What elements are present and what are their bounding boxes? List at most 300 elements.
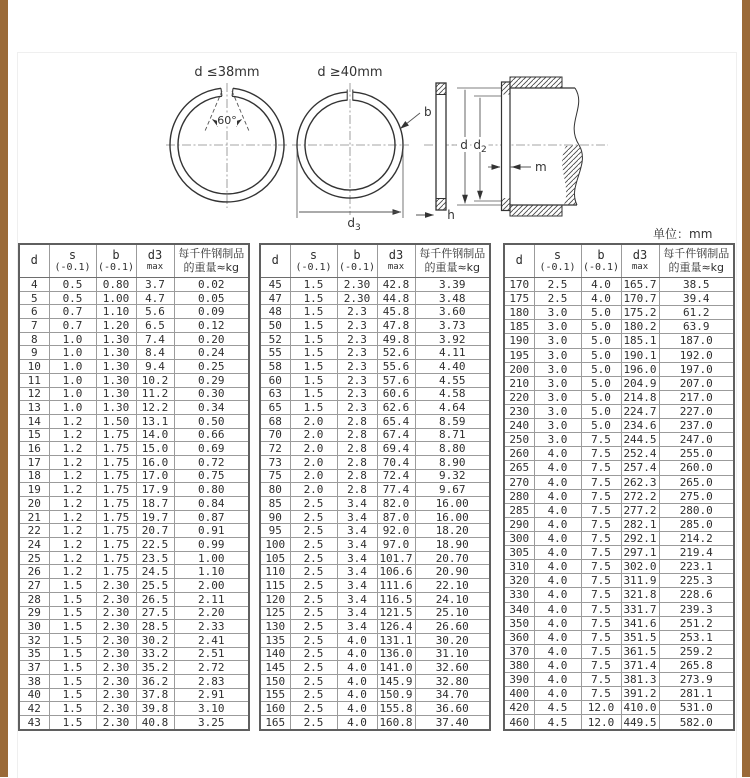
- table-cell: 0.72: [174, 455, 249, 469]
- table-cell: 214.2: [659, 531, 734, 545]
- table-row: [19, 620, 249, 634]
- header-row: [19, 244, 249, 278]
- table-cell: 410.0: [621, 701, 659, 715]
- table-cell: 0.84: [174, 497, 249, 511]
- table-cell: 4.0: [337, 647, 377, 661]
- table-cell: 47: [260, 291, 290, 305]
- table-cell: 8.71: [415, 428, 490, 442]
- table-cell: 285: [504, 503, 534, 517]
- table-cell: 42: [19, 702, 49, 716]
- table-row: [19, 524, 249, 538]
- table-cell: 217.0: [659, 390, 734, 404]
- table-cell: 420: [504, 701, 534, 715]
- table-row: [260, 442, 490, 456]
- table-cell: 1.5: [49, 674, 96, 688]
- table-cell: 25.10: [415, 606, 490, 620]
- table-cell: 0.91: [174, 524, 249, 538]
- table-cell: 165.7: [621, 278, 659, 292]
- table-row: [260, 702, 490, 716]
- left-ring: [166, 65, 289, 208]
- table-cell: 3.0: [534, 419, 581, 433]
- table-cell: 4.0: [534, 531, 581, 545]
- table-cell: 3.4: [337, 592, 377, 606]
- table-cell: 262.3: [621, 475, 659, 489]
- table-cell: 297.1: [621, 546, 659, 560]
- table-cell: 2.5: [290, 538, 337, 552]
- table-cell: 120: [260, 592, 290, 606]
- table-cell: 45: [260, 278, 290, 292]
- table-cell: 1.30: [96, 387, 136, 401]
- table-cell: 1.30: [96, 346, 136, 360]
- table-cell: 3.48: [415, 291, 490, 305]
- table-cell: 2.5: [290, 551, 337, 565]
- table-cell: 17.9: [136, 483, 174, 497]
- table-cell: 2.5: [290, 620, 337, 634]
- table-row: [260, 620, 490, 634]
- table-cell: 1.5: [49, 579, 96, 593]
- table-cell: 0.5: [49, 291, 96, 305]
- table-cell: 2.30: [96, 661, 136, 675]
- table-cell: 351.5: [621, 630, 659, 644]
- table-cell: 252.4: [621, 447, 659, 461]
- table-cell: 1.75: [96, 455, 136, 469]
- table-cell: 259.2: [659, 644, 734, 658]
- table-row: [504, 404, 734, 418]
- table-cell: 4.0: [534, 560, 581, 574]
- table-cell: 18.90: [415, 538, 490, 552]
- table-row: [504, 334, 734, 348]
- table-cell: 292.1: [621, 531, 659, 545]
- table-cell: 1.10: [96, 305, 136, 319]
- table-cell: 50: [260, 319, 290, 333]
- table-cell: 1.2: [49, 469, 96, 483]
- table-cell: 341.6: [621, 616, 659, 630]
- table-row: [504, 278, 734, 292]
- table-cell: 272.2: [621, 489, 659, 503]
- table-cell: 7: [19, 319, 49, 333]
- table-cell: 253.1: [659, 630, 734, 644]
- table-row: [504, 447, 734, 461]
- table-cell: 16.00: [415, 497, 490, 511]
- table-cell: 285.0: [659, 517, 734, 531]
- table-row: [19, 305, 249, 319]
- side-view: [416, 83, 458, 222]
- table-cell: 1.0: [49, 346, 96, 360]
- table-cell: 170.7: [621, 292, 659, 306]
- table-cell: 4.0: [534, 574, 581, 588]
- table-cell: 2.5: [290, 606, 337, 620]
- table-cell: 2.0: [290, 442, 337, 456]
- table-cell: 180: [504, 306, 534, 320]
- table-cell: 5: [19, 291, 49, 305]
- table-cell: 72: [260, 442, 290, 456]
- table-cell: 5.6: [136, 305, 174, 319]
- table-cell: 2.00: [174, 579, 249, 593]
- table-cell: 4.0: [581, 278, 621, 292]
- table-body-group-1: [19, 278, 249, 730]
- table-cell: 305: [504, 546, 534, 560]
- table-cell: 310: [504, 560, 534, 574]
- table-cell: 2.20: [174, 606, 249, 620]
- table-cell: 2.5: [290, 592, 337, 606]
- table-cell: 1.5: [290, 278, 337, 292]
- table-cell: 33.2: [136, 647, 174, 661]
- table-cell: 2.30: [96, 620, 136, 634]
- table-cell: 1.75: [96, 524, 136, 538]
- table-row: [19, 551, 249, 565]
- table-cell: 2.5: [534, 278, 581, 292]
- table-cell: 125: [260, 606, 290, 620]
- table-cell: 32: [19, 633, 49, 647]
- table-row: [260, 592, 490, 606]
- table-cell: 192.0: [659, 348, 734, 362]
- table-cell: 20.90: [415, 565, 490, 579]
- table-cell: 4.11: [415, 346, 490, 360]
- table-row: [19, 455, 249, 469]
- table-row: [504, 390, 734, 404]
- table-cell: 7.5: [581, 517, 621, 531]
- table-cell: 85: [260, 497, 290, 511]
- table-cell: 1.30: [96, 332, 136, 346]
- table-cell: 16.00: [415, 510, 490, 524]
- table-row: [504, 306, 734, 320]
- table-cell: 2.11: [174, 592, 249, 606]
- table-cell: 24.5: [136, 565, 174, 579]
- table-row: [504, 658, 734, 672]
- table-cell: 0.80: [174, 483, 249, 497]
- table-cell: 1.2: [49, 442, 96, 456]
- table-cell: 67.4: [377, 428, 415, 442]
- col-header-s: s (-0.1): [49, 244, 96, 278]
- table-row: [19, 538, 249, 552]
- table-cell: 1.30: [96, 401, 136, 415]
- table-cell: 7.5: [581, 447, 621, 461]
- label-b: b: [424, 105, 432, 119]
- table-cell: 531.0: [659, 701, 734, 715]
- table-cell: 0.7: [49, 305, 96, 319]
- table-cell: 9.67: [415, 483, 490, 497]
- table-cell: 5.0: [581, 334, 621, 348]
- table-cell: 2.3: [337, 387, 377, 401]
- table-cell: 2.5: [290, 497, 337, 511]
- table-cell: 3.10: [174, 702, 249, 716]
- table-cell: 101.7: [377, 551, 415, 565]
- table-row: [504, 320, 734, 334]
- table-row: [260, 332, 490, 346]
- table-cell: 14: [19, 414, 49, 428]
- table-cell: 0.5: [49, 278, 96, 292]
- table-cell: 9: [19, 346, 49, 360]
- table-cell: 7.5: [581, 687, 621, 701]
- table-cell: 2.33: [174, 620, 249, 634]
- table-cell: 7.5: [581, 503, 621, 517]
- table-cell: 23.5: [136, 551, 174, 565]
- table-cell: 331.7: [621, 602, 659, 616]
- table-cell: 24: [19, 538, 49, 552]
- table-cell: 0.50: [174, 414, 249, 428]
- table-cell: 43: [19, 716, 49, 730]
- table-cell: 100: [260, 538, 290, 552]
- table-cell: 300: [504, 531, 534, 545]
- table-row: [504, 348, 734, 362]
- table-row: [504, 376, 734, 390]
- table-cell: 340: [504, 602, 534, 616]
- table-row: [19, 592, 249, 606]
- table-cell: 4.55: [415, 373, 490, 387]
- table-cell: 37.8: [136, 688, 174, 702]
- table-cell: 2.30: [337, 278, 377, 292]
- table-cell: 187.0: [659, 334, 734, 348]
- table-cell: 360: [504, 630, 534, 644]
- table-row: [260, 387, 490, 401]
- table-row: [19, 497, 249, 511]
- table-row: [504, 644, 734, 658]
- table-cell: 90: [260, 510, 290, 524]
- col-header-b: b (-0.1): [337, 244, 377, 278]
- table-cell: 11: [19, 373, 49, 387]
- table-cell: 4.5: [534, 701, 581, 715]
- table-row: [504, 588, 734, 602]
- table-cell: 281.1: [659, 687, 734, 701]
- table-cell: 4.0: [534, 489, 581, 503]
- table-cell: 200: [504, 362, 534, 376]
- table-row: [19, 510, 249, 524]
- table-cell: 22.10: [415, 579, 490, 593]
- table-cell: 20: [19, 497, 49, 511]
- table-cell: 239.3: [659, 602, 734, 616]
- table-cell: 320: [504, 574, 534, 588]
- table-cell: 3.0: [534, 306, 581, 320]
- table-cell: 150: [260, 674, 290, 688]
- table-cell: 1.5: [290, 360, 337, 374]
- table-cell: 48: [260, 305, 290, 319]
- table-cell: 321.8: [621, 588, 659, 602]
- table-cell: 280: [504, 489, 534, 503]
- table-cell: 3.39: [415, 278, 490, 292]
- table-cell: 0.05: [174, 291, 249, 305]
- table-cell: 204.9: [621, 376, 659, 390]
- table-cell: 0.75: [174, 469, 249, 483]
- table-cell: 4.0: [534, 630, 581, 644]
- table-cell: 3.0: [534, 348, 581, 362]
- table-cell: 1.5: [290, 332, 337, 346]
- table-row: [504, 362, 734, 376]
- col-header-s: s (-0.1): [290, 244, 337, 278]
- table-cell: 260.0: [659, 461, 734, 475]
- table-row: [260, 401, 490, 415]
- table-cell: 2.5: [290, 633, 337, 647]
- table-cell: 17.0: [136, 469, 174, 483]
- table-cell: 2.83: [174, 674, 249, 688]
- table-cell: 2.5: [290, 674, 337, 688]
- table-cell: 52.6: [377, 346, 415, 360]
- table-cell: 4.58: [415, 387, 490, 401]
- table-cell: 36.2: [136, 674, 174, 688]
- table-cell: 126.4: [377, 620, 415, 634]
- table-cell: 136.0: [377, 647, 415, 661]
- table-cell: 240: [504, 419, 534, 433]
- table-row: [260, 291, 490, 305]
- table-row: [504, 475, 734, 489]
- table-row: [19, 346, 249, 360]
- table-cell: 370: [504, 644, 534, 658]
- table-row: [260, 373, 490, 387]
- table-cell: 175.2: [621, 306, 659, 320]
- table-cell: 16: [19, 442, 49, 456]
- table-cell: 244.5: [621, 433, 659, 447]
- table-cell: 4.0: [534, 503, 581, 517]
- table-cell: 2.0: [290, 414, 337, 428]
- table-cell: 3.4: [337, 510, 377, 524]
- table-cell: 8.4: [136, 346, 174, 360]
- table-cell: 1.2: [49, 510, 96, 524]
- table-cell: 380: [504, 658, 534, 672]
- table-row: [19, 401, 249, 415]
- table-cell: 12.0: [581, 715, 621, 730]
- table-cell: 1.2: [49, 565, 96, 579]
- table-cell: 4.0: [337, 633, 377, 647]
- table-cell: 145: [260, 661, 290, 675]
- table-cell: 7.4: [136, 332, 174, 346]
- table-row: [19, 278, 249, 292]
- table-cell: 223.1: [659, 560, 734, 574]
- table-cell: 1.2: [49, 455, 96, 469]
- table-cell: 251.2: [659, 616, 734, 630]
- table-cell: 106.6: [377, 565, 415, 579]
- col-header-b: b (-0.1): [581, 244, 621, 278]
- table-cell: 6.5: [136, 319, 174, 333]
- table-cell: 35.2: [136, 661, 174, 675]
- table-cell: 3.4: [337, 565, 377, 579]
- table-row: [19, 428, 249, 442]
- table-cell: 131.1: [377, 633, 415, 647]
- table-cell: 2.3: [337, 373, 377, 387]
- table-cell: 160.8: [377, 716, 415, 730]
- table-row: [504, 616, 734, 630]
- table-cell: 4.0: [534, 602, 581, 616]
- table-cell: 2.8: [337, 455, 377, 469]
- table-cell: 5.0: [581, 348, 621, 362]
- table-cell: 4.0: [534, 588, 581, 602]
- table-row: [504, 560, 734, 574]
- table-row: [19, 360, 249, 374]
- table-cell: 277.2: [621, 503, 659, 517]
- table-row: [260, 606, 490, 620]
- table-cell: 3.0: [534, 334, 581, 348]
- table-cell: 60: [260, 373, 290, 387]
- table-cell: 275.0: [659, 489, 734, 503]
- table-cell: 0.34: [174, 401, 249, 415]
- table-cell: 4.0: [534, 447, 581, 461]
- table-row: [19, 373, 249, 387]
- table-row: [260, 469, 490, 483]
- col-header-d: d: [260, 244, 290, 278]
- table-cell: 3.4: [337, 551, 377, 565]
- table-cell: 2.5: [290, 702, 337, 716]
- table-cell: 111.6: [377, 579, 415, 593]
- table-row: [19, 414, 249, 428]
- table-cell: 1.5: [290, 319, 337, 333]
- table-cell: 5.0: [581, 390, 621, 404]
- table-cell: 1.75: [96, 428, 136, 442]
- col-header-s: s (-0.1): [534, 244, 581, 278]
- table-cell: 8: [19, 332, 49, 346]
- table-cell: 28: [19, 592, 49, 606]
- table-cell: 228.6: [659, 588, 734, 602]
- table-cell: 210: [504, 376, 534, 390]
- table-row: [504, 673, 734, 687]
- table-cell: 31.10: [415, 647, 490, 661]
- table-cell: 82.0: [377, 497, 415, 511]
- table-cell: 116.5: [377, 592, 415, 606]
- table-cell: 185: [504, 320, 534, 334]
- table-cell: 3.0: [534, 376, 581, 390]
- table-cell: 105: [260, 551, 290, 565]
- table-cell: 2.5: [290, 688, 337, 702]
- table-cell: 2.30: [96, 633, 136, 647]
- table-cell: 140: [260, 647, 290, 661]
- table-cell: 1.75: [96, 510, 136, 524]
- table-cell: 0.29: [174, 373, 249, 387]
- table-cell: 38.5: [659, 278, 734, 292]
- table-cell: 65: [260, 401, 290, 415]
- table-cell: 4.0: [337, 716, 377, 730]
- table-cell: 196.0: [621, 362, 659, 376]
- col-header-weight: 每千件钢制品 的重量≈kg: [659, 244, 734, 278]
- table-row: [504, 489, 734, 503]
- label-h: h: [447, 208, 455, 222]
- table-cell: 2.30: [96, 716, 136, 730]
- table-cell: 2.8: [337, 483, 377, 497]
- label-m: m: [535, 160, 547, 174]
- table-row: [260, 497, 490, 511]
- table-row: [19, 483, 249, 497]
- table-cell: 0.09: [174, 305, 249, 319]
- table-cell: 87.0: [377, 510, 415, 524]
- table-cell: 224.7: [621, 404, 659, 418]
- table-cell: 290: [504, 517, 534, 531]
- table-row: [19, 716, 249, 730]
- table-cell: 220: [504, 390, 534, 404]
- table-cell: 92.0: [377, 524, 415, 538]
- table-cell: 7.5: [581, 574, 621, 588]
- table-cell: 1.2: [49, 524, 96, 538]
- table-cell: 190.1: [621, 348, 659, 362]
- table-cell: 1.5: [49, 661, 96, 675]
- table-cell: 4.0: [534, 644, 581, 658]
- table-cell: 1.75: [96, 483, 136, 497]
- table-cell: 20.7: [136, 524, 174, 538]
- table-cell: 2.5: [290, 510, 337, 524]
- table-cell: 19.7: [136, 510, 174, 524]
- table-cell: 255.0: [659, 447, 734, 461]
- table-row: [504, 602, 734, 616]
- table-cell: 302.0: [621, 560, 659, 574]
- table-cell: 1.5: [290, 346, 337, 360]
- table-row: [260, 483, 490, 497]
- table-cell: 24.10: [415, 592, 490, 606]
- table-cell: 2.8: [337, 469, 377, 483]
- table-cell: 2.5: [290, 565, 337, 579]
- spec-table-group-1: [18, 243, 250, 731]
- table-cell: 3.4: [337, 620, 377, 634]
- table-cell: 1.2: [49, 551, 96, 565]
- table-cell: 65.4: [377, 414, 415, 428]
- table-cell: 61.2: [659, 306, 734, 320]
- table-cell: 2.5: [534, 292, 581, 306]
- table-cell: 225.3: [659, 574, 734, 588]
- table-cell: 361.5: [621, 644, 659, 658]
